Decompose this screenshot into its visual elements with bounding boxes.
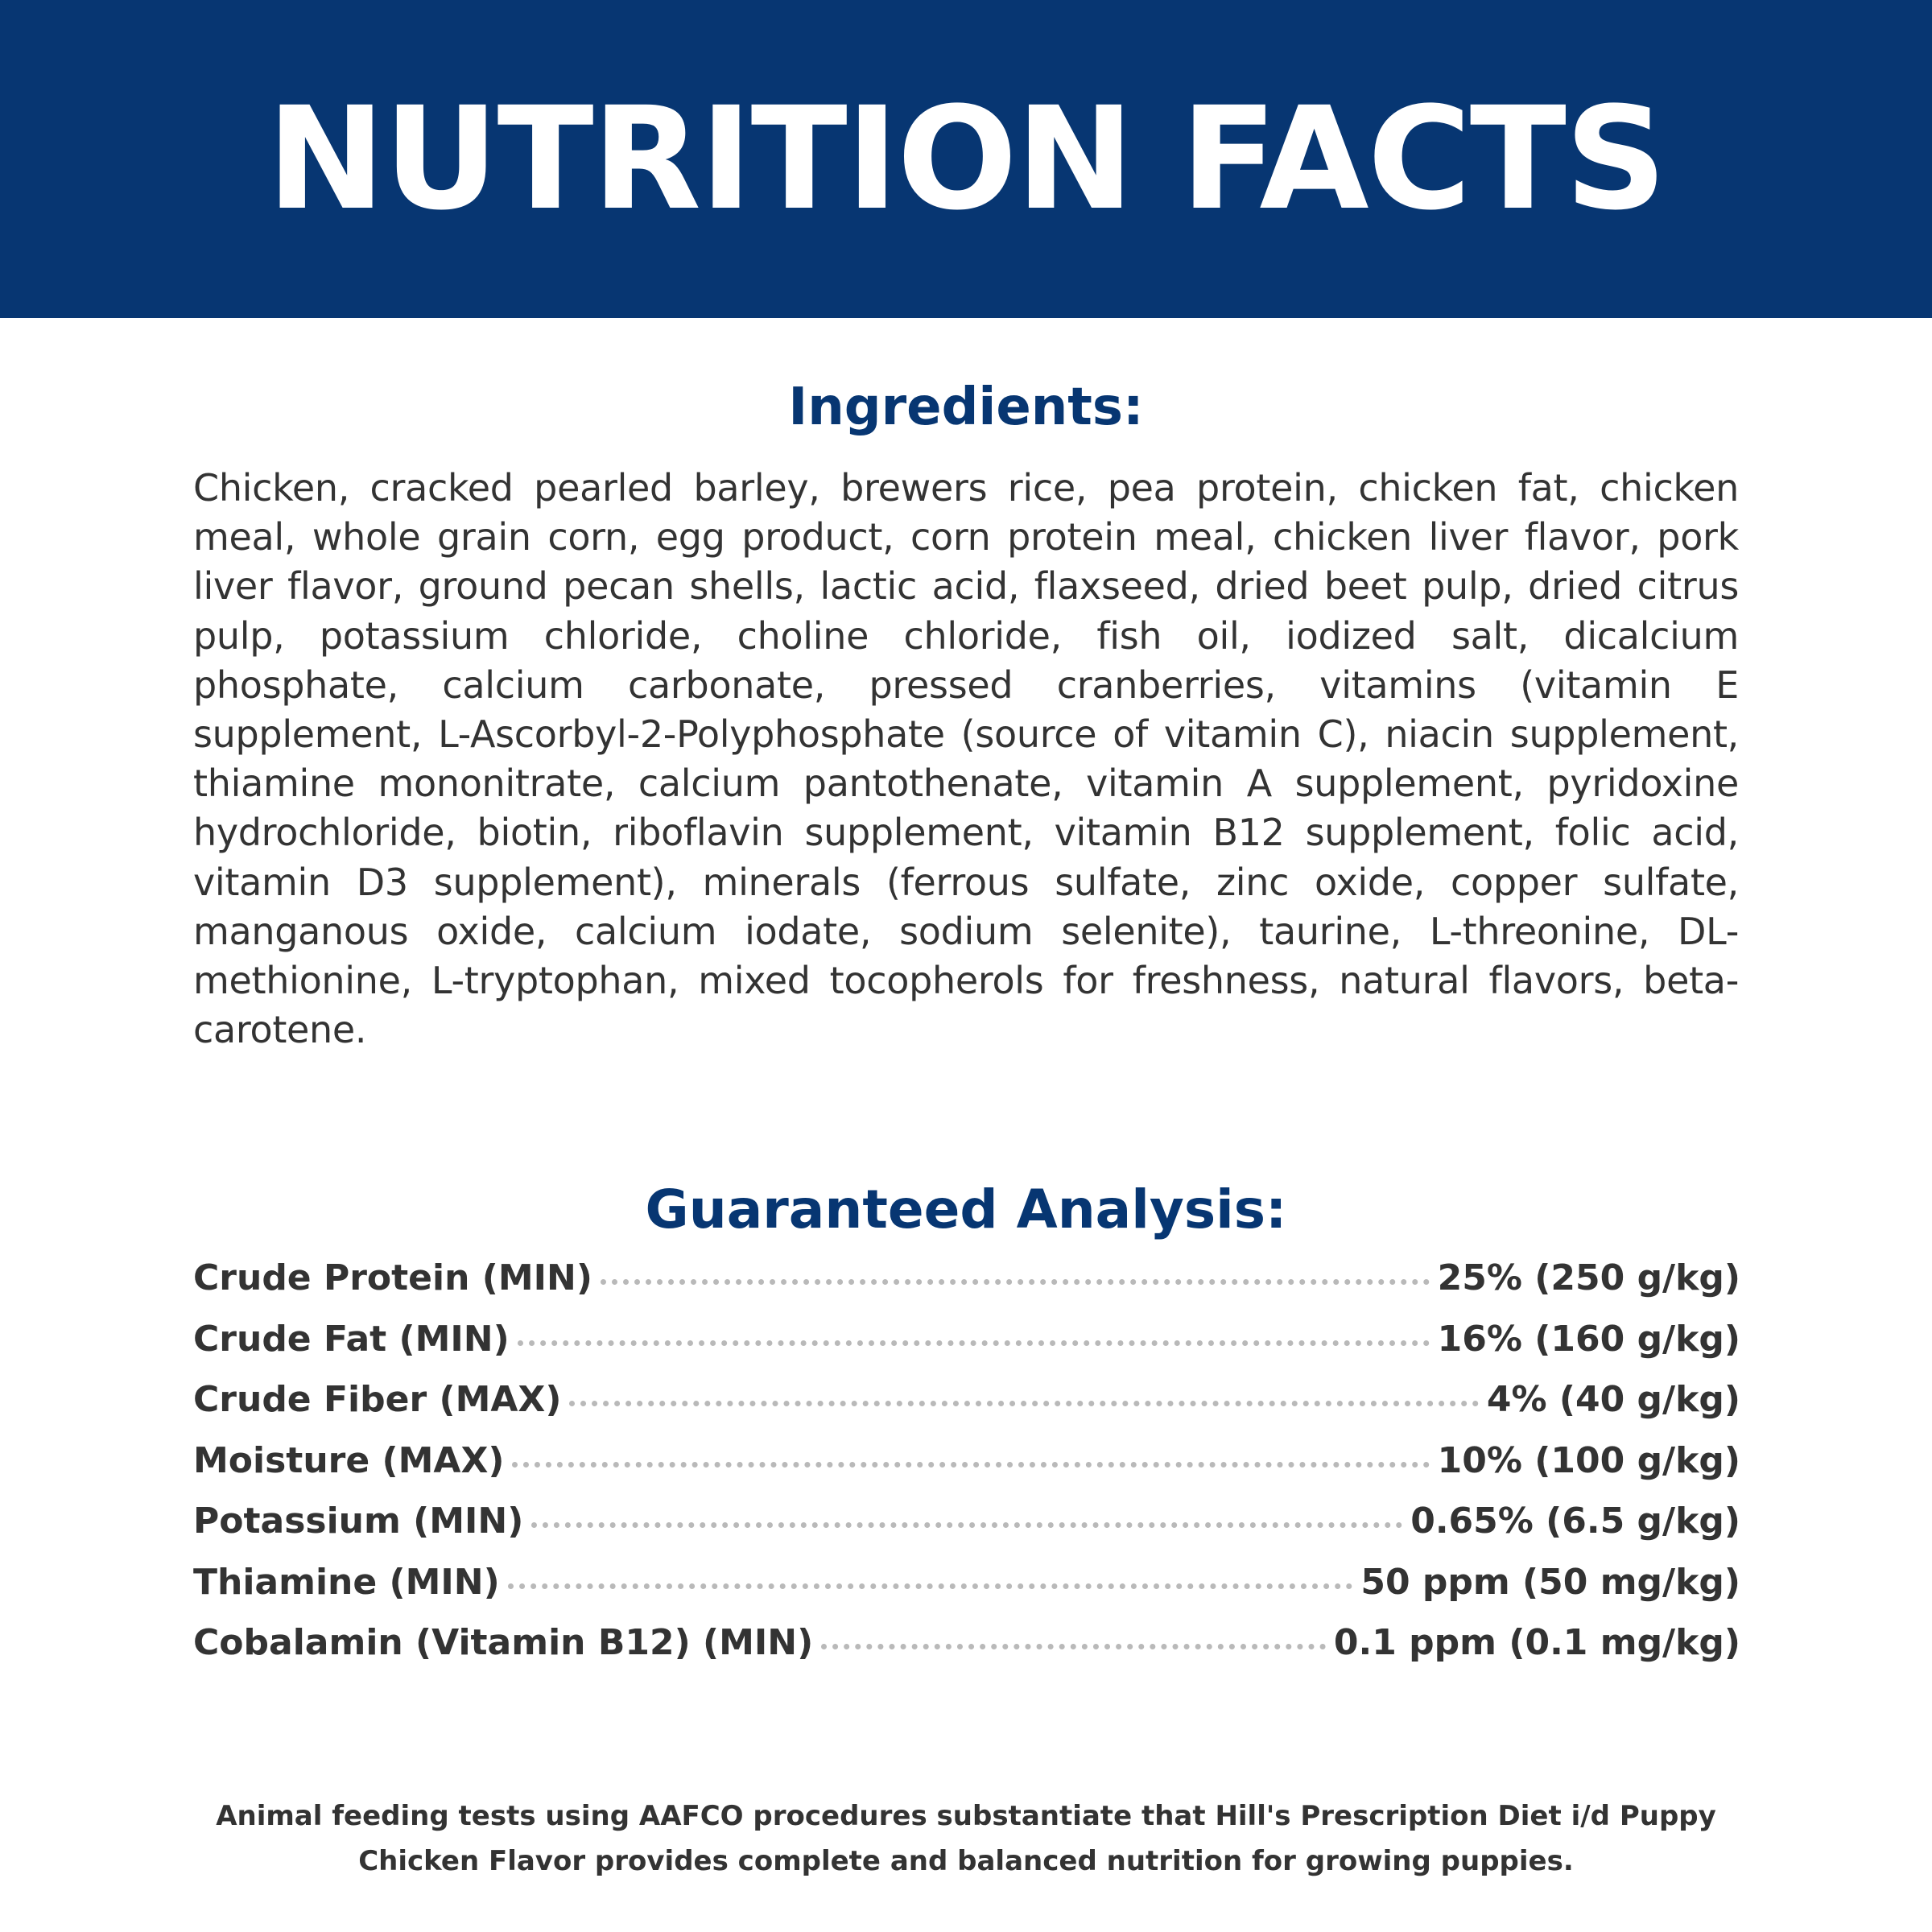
analysis-value: 16% (160 g/kg) (1437, 1318, 1740, 1360)
analysis-row-cobalamin (193, 1622, 1740, 1683)
analysis-value: 4% (40 g/kg) (1486, 1379, 1740, 1420)
analysis-label: Potassium (MIN) (193, 1501, 524, 1542)
ingredients-heading: Ingredients: (788, 378, 1144, 437)
analysis-row-crude-fiber (193, 1379, 1740, 1440)
analysis-value: 0.65% (6.5 g/kg) (1410, 1501, 1740, 1542)
header-banner (0, 0, 1932, 318)
aafco-statement-line: Chicken Flavor provides complete and balanced nutrition for growing puppies. (358, 1845, 1574, 1877)
dotted-leader (601, 1279, 1430, 1285)
analysis-value: 10% (100 g/kg) (1437, 1439, 1740, 1481)
guaranteed-analysis-heading: Guaranteed Analysis: (645, 1179, 1287, 1241)
analysis-label: Cobalamin (Vitamin B12) (MIN) (193, 1622, 814, 1663)
dotted-leader (531, 1522, 1402, 1528)
aafco-statement (193, 1794, 1739, 1884)
analysis-row-crude-fat (193, 1319, 1740, 1380)
dotted-leader (569, 1401, 1478, 1406)
analysis-label: Crude Fiber (MAX) (193, 1379, 562, 1420)
analysis-value: 50 ppm (50 mg/kg) (1360, 1561, 1740, 1603)
analysis-value: 0.1 ppm (0.1 mg/kg) (1333, 1622, 1740, 1663)
dotted-leader (821, 1644, 1326, 1649)
ingredients-list: Chicken, cracked pearled barley, brewers rice, pea protein, chicken fat, chicken meal, whole grain corn, egg product, corn protein meal, chicken liver flavor, pork liver flavor, ground pecan shells, lactic acid, flaxseed, dried beet pulp, dried citrus pulp, potassium chloride, choline chloride, fish oil, iodized salt, dicalcium phosphate, calcium carbonate, pressed cranberries, vitamins (vitamin E supplement, L-Ascorbyl-2-Polyphosphate (source of vitamin C), niacin supplement, thiamine mononitrate, calcium pantothenate, vitamin A supplement, pyridoxine hydrochloride, biotin, riboflavin supplement, vitamin B12 supplement, folic acid, vitamin D3 supplement), minerals (ferrous sulfate, zinc oxide, copper sulfate, manganous oxide, calcium iodate, sodium selenite), taurine, L-threonine, DL-methionine, L-tryptophan, mixed tocopherols for freshness, natural flavors, beta-carotene. (193, 466, 1739, 1052)
analysis-label: Crude Fat (MIN) (193, 1318, 510, 1360)
aafco-statement-line: Animal feeding tests using AAFCO procedures substantiate that Hill's Prescription Diet i/d Puppy (216, 1800, 1716, 1832)
analysis-row-potassium (193, 1501, 1740, 1562)
dotted-leader (512, 1462, 1429, 1468)
dotted-leader (508, 1583, 1353, 1589)
dotted-leader (518, 1340, 1430, 1346)
analysis-row-moisture (193, 1440, 1740, 1501)
analysis-row-thiamine (193, 1562, 1740, 1623)
analysis-value: 25% (250 g/kg) (1437, 1257, 1740, 1298)
guaranteed-analysis-table (193, 1257, 1740, 1683)
analysis-row-crude-protein (193, 1257, 1740, 1319)
analysis-label: Crude Protein (MIN) (193, 1257, 592, 1298)
analysis-label: Moisture (MAX) (193, 1439, 505, 1481)
page-title: NUTRITION FACTS (266, 76, 1666, 242)
analysis-label: Thiamine (MIN) (193, 1561, 500, 1603)
